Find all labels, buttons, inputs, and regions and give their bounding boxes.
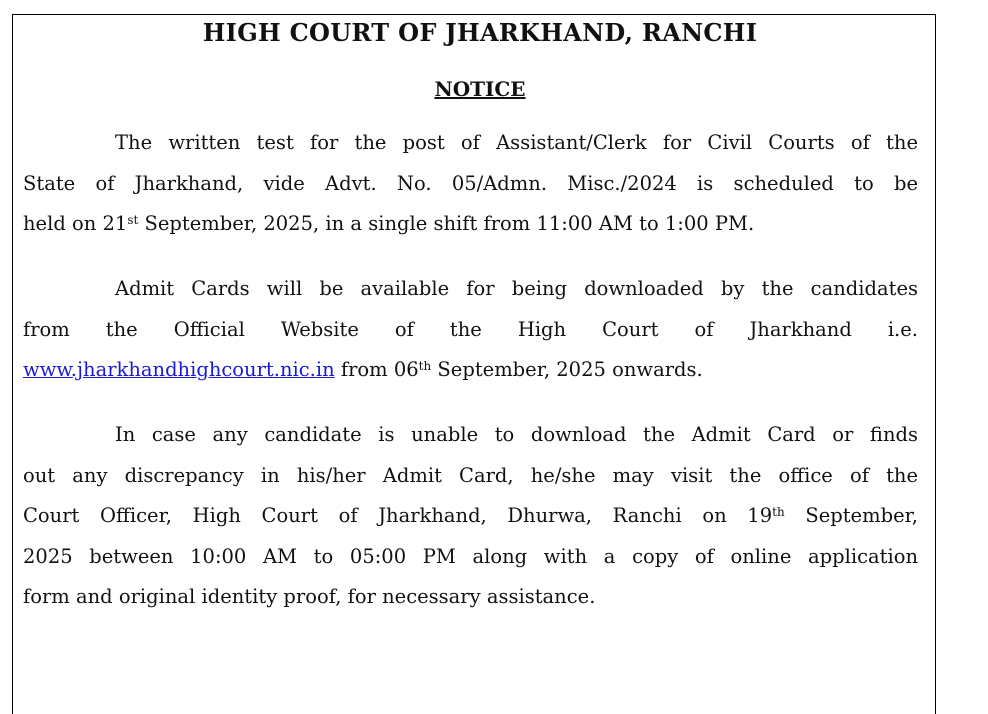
superscript: th (772, 505, 785, 520)
superscript: th (418, 359, 432, 374)
text-line: In case any candidate is unable to download the Admit Card or finds (115, 423, 918, 446)
text-line (23, 496, 918, 537)
text-line: State of Jharkhand, vide Advt. No. 05/Admn. Misc./2024 is scheduled to be (23, 171, 918, 195)
text-line: 2025 between 10:00 AM to 05:00 PM along with a copy of online application (23, 544, 918, 568)
text-line (23, 204, 918, 245)
text-line: Admit Cards will be available for being downloaded by the candidates (115, 277, 918, 300)
text: Court Officer, High Court of Jharkhand, Dhurwa, Ranchi on 19 (23, 504, 773, 528)
website-link[interactable]: www.jharkhandhighcourt.nic.in (23, 358, 335, 382)
text: held on 21 (23, 212, 128, 236)
notice-heading: NOTICE (434, 77, 526, 101)
superscript: st (127, 213, 139, 228)
text-line: The written test for the post of Assistant/Clerk for Civil Courts of the (115, 131, 918, 154)
paragraph-assistance (23, 415, 918, 618)
paragraph-exam-schedule (23, 123, 918, 245)
paragraph-admit-cards (23, 269, 918, 391)
text-line: out any discrepancy in his/her Admit Card, he/she may visit the office of the (23, 463, 918, 487)
text: September, 2025 onwards. (431, 358, 703, 382)
text-line: form and original identity proof, for necessary assistance. (23, 585, 596, 609)
text-line: from the Official Website of the High Court of Jharkhand i.e. (23, 317, 918, 341)
text-line (23, 350, 918, 391)
document-title: HIGH COURT OF JHARKHAND, RANCHI (202, 18, 758, 47)
text: September, (784, 504, 918, 528)
text: September, 2025, in a single shift from 11:00 AM to 1:00 PM. (138, 212, 755, 236)
text: from 06 (334, 358, 419, 382)
